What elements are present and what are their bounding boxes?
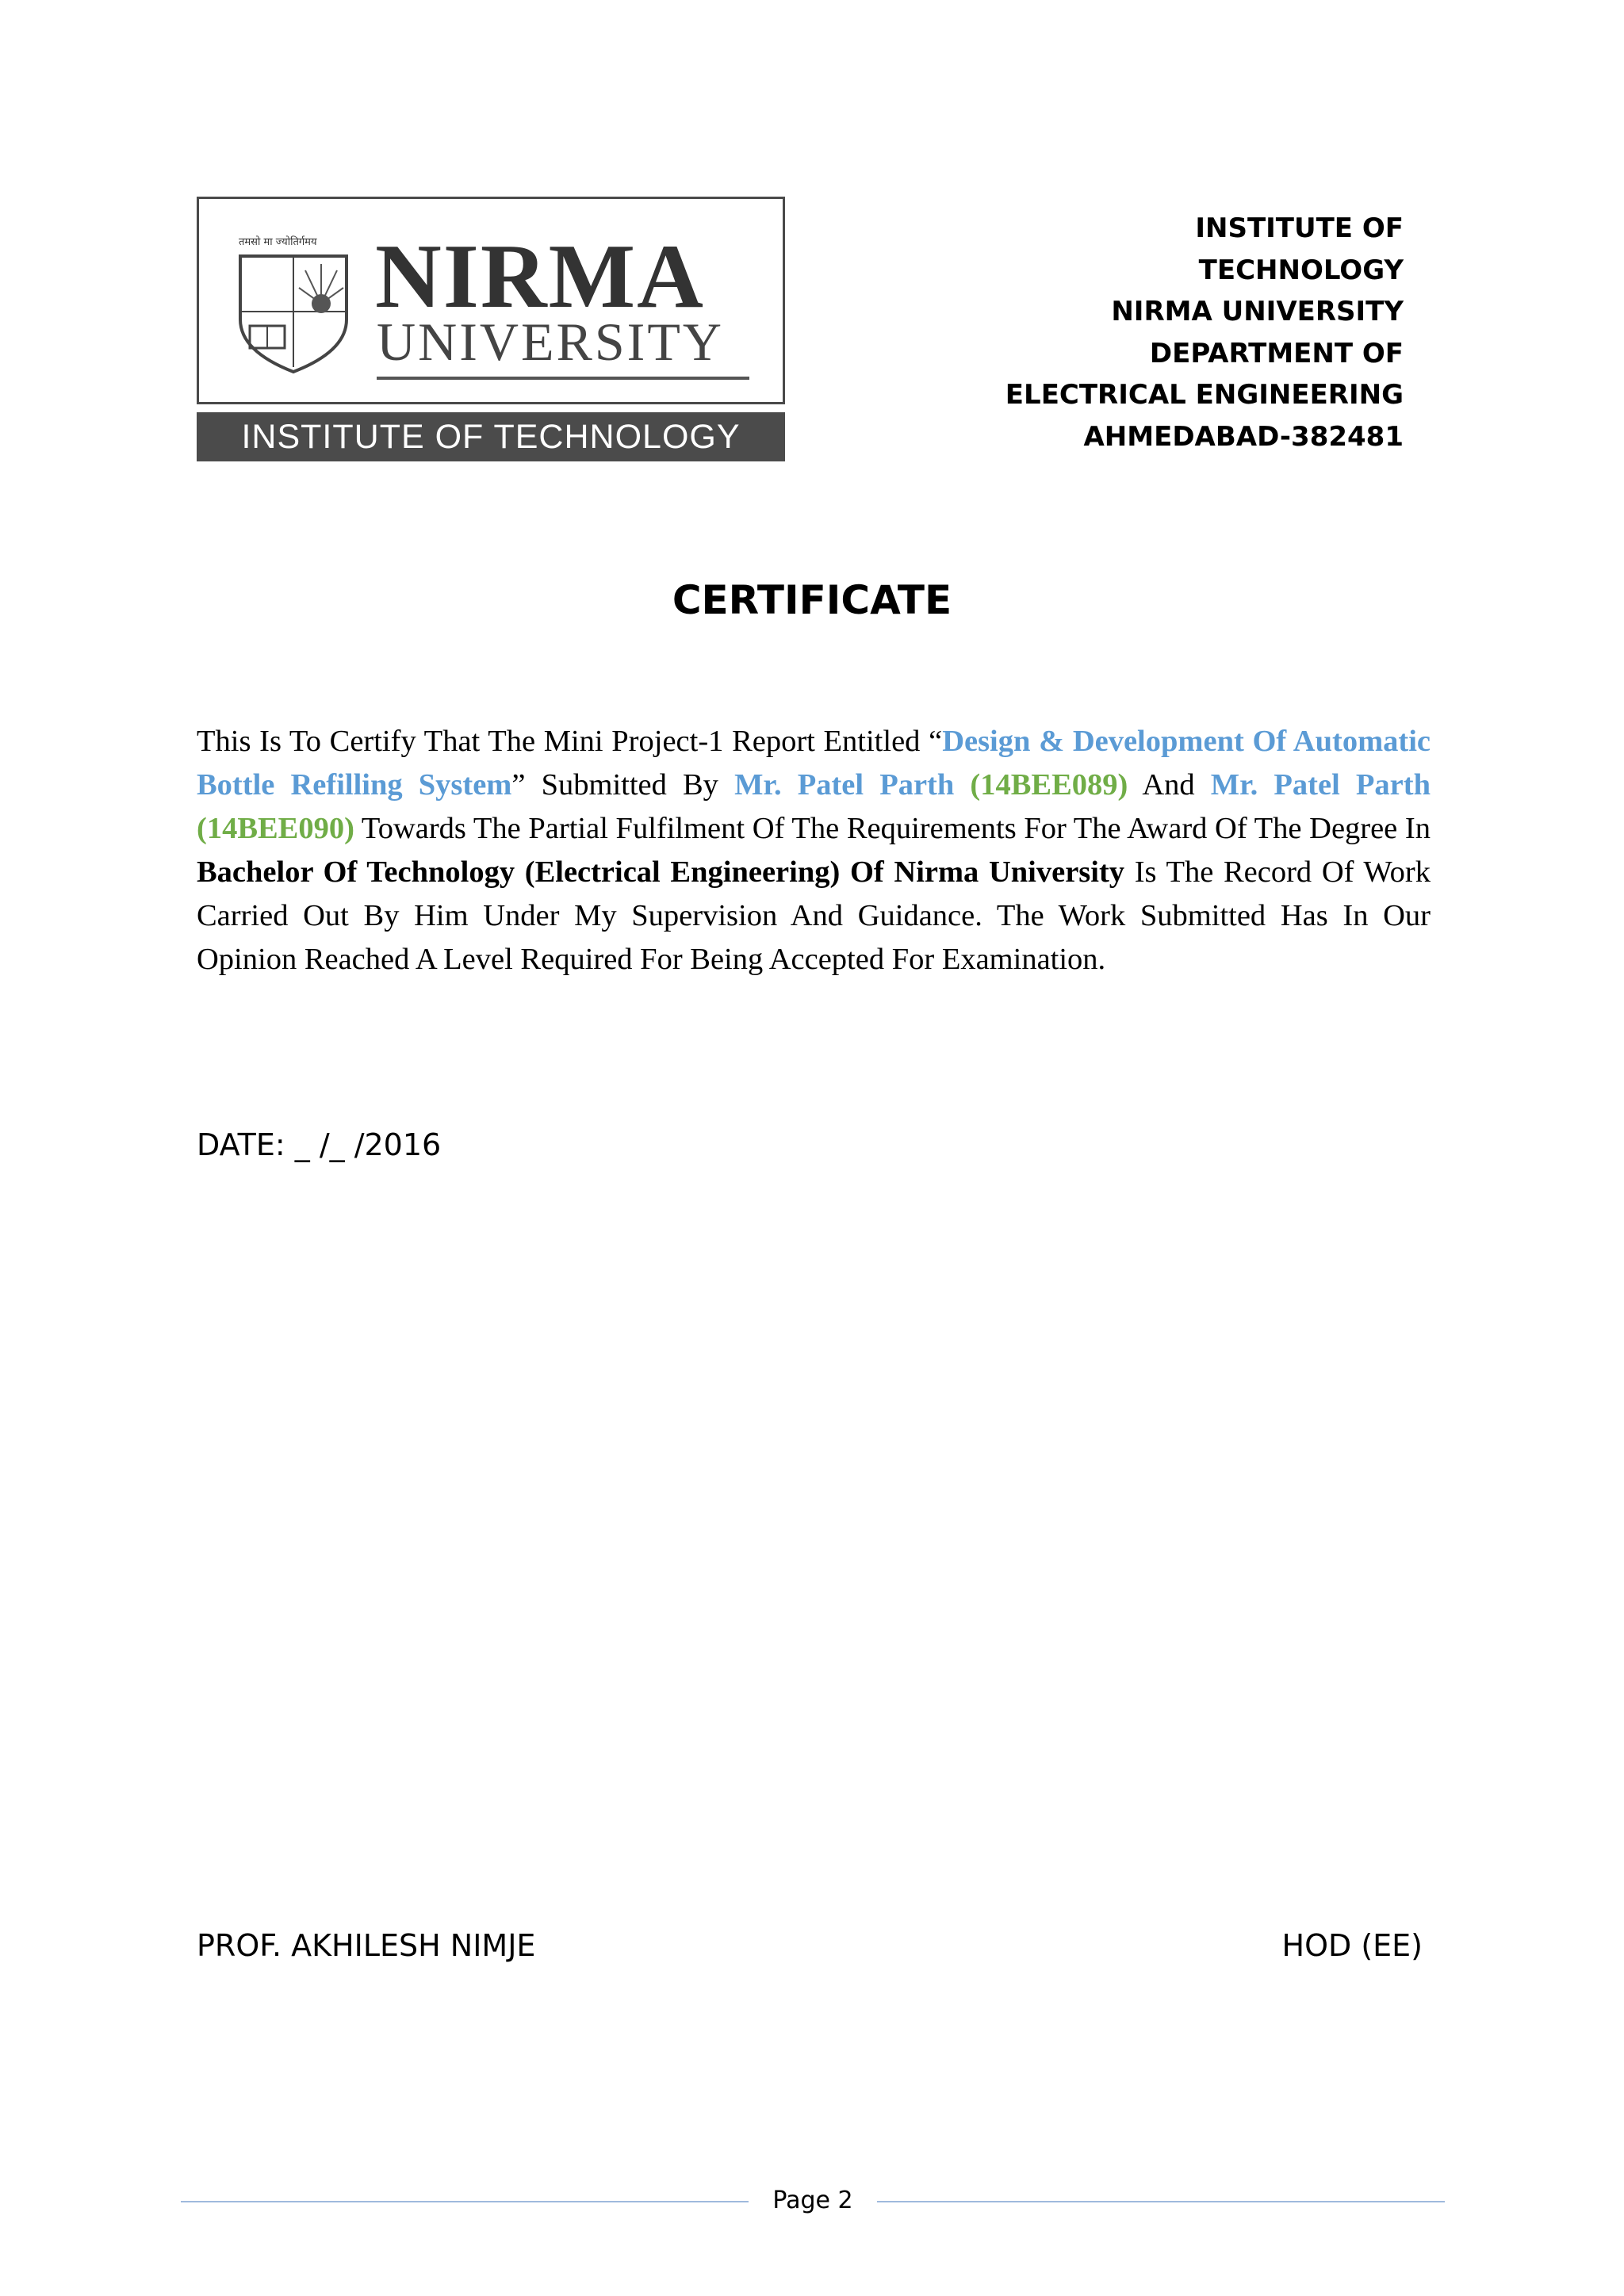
signature-professor: PROF. AKHILESH NIMJE (197, 1928, 536, 1963)
logo-name-nirma: NIRMA (375, 226, 705, 327)
address-line: TECHNOLOGY (1198, 254, 1404, 286)
address-line: AHMEDABAD-382481 (1083, 420, 1404, 453)
certificate-title: CERTIFICATE (672, 577, 952, 623)
body-text: And (1128, 768, 1211, 802)
address-line: NIRMA UNIVERSITY (1111, 296, 1404, 327)
student1-name: Mr. Patel Parth (734, 768, 955, 802)
page-number: Page 2 (772, 2187, 853, 2214)
institute-address (1005, 208, 1404, 457)
body-text: Is The Record Of Work Carried Out By Him Under My Supervision And Guidance. The Work Submitted Has In Our Opinion Reached A Level Required For Being Accepted For Examination. (197, 855, 1431, 976)
university-logo (197, 197, 785, 404)
degree-name: Bachelor Of Technology (Electrical Engineering) Of Nirma University (197, 855, 1125, 889)
project-title: Design & Development Of Automatic Bottle Refilling System (197, 725, 1431, 802)
footer-rule-right (877, 2201, 1445, 2202)
student2-id: (14BEE090) (197, 812, 354, 845)
address-line: DEPARTMENT OF (1149, 337, 1404, 369)
address-line: INSTITUTE OF (1195, 212, 1404, 244)
body-text: This Is To Certify That The Mini Project-1 Report Entitled “ (197, 725, 943, 758)
certificate-body (197, 720, 1431, 982)
logo-divider (377, 377, 749, 380)
student1-id: (14BEE089) (970, 768, 1128, 802)
logo-institute-bar: INSTITUTE OF TECHNOLOGY (197, 412, 785, 461)
body-text: Towards The Partial Fulfilment Of The Requirements For The Award Of The Degree In (354, 812, 1431, 845)
logo-motto: तमसो मा ज्योतिर्गमय (239, 236, 317, 248)
signature-hod: HOD (EE) (1281, 1928, 1423, 1963)
student2-name: Mr. Patel Parth (1210, 768, 1431, 802)
footer-rule-left (181, 2201, 749, 2202)
date-line: DATE: _ /_ /2016 (197, 1127, 442, 1162)
address-line: ELECTRICAL ENGINEERING (1005, 379, 1404, 411)
body-text: ” Submitted By (511, 768, 735, 802)
logo-name-university: UNIVERSITY (377, 312, 724, 372)
university-emblem-icon (234, 232, 353, 375)
